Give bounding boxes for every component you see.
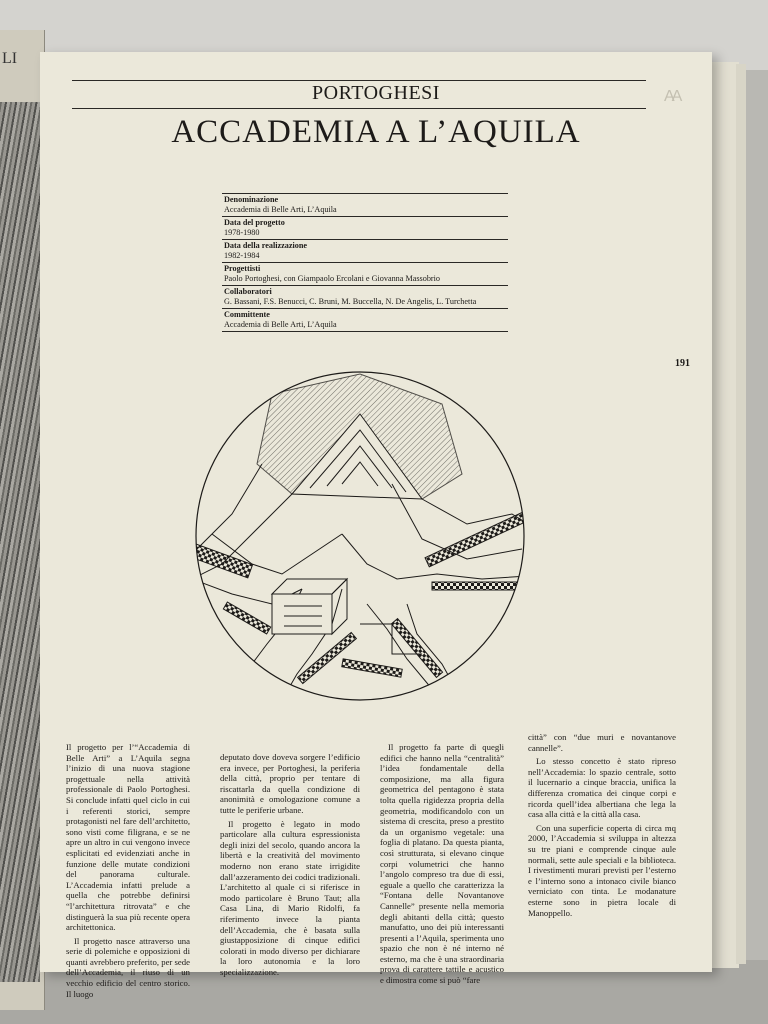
info-row	[222, 262, 508, 285]
info-label: Data del progetto	[224, 218, 285, 227]
info-row	[222, 239, 508, 262]
info-value: 1982-1984	[224, 251, 260, 260]
article-title: ACCADEMIA A L’AQUILA	[171, 114, 581, 150]
left-facing-page	[0, 30, 45, 1010]
text-column-3	[380, 742, 504, 989]
text-column-1	[66, 742, 190, 1002]
series-title: PORTOGHESI	[312, 82, 440, 104]
info-row	[222, 193, 508, 216]
text-column-4	[528, 732, 676, 921]
project-info-table	[222, 193, 508, 332]
header-rule-bottom	[72, 108, 646, 109]
info-value: Accademia di Belle Arti, L’Aquila	[224, 205, 337, 214]
paragraph: deputato dove doveva sorgere l’edificio era invece, per Portoghesi, la periferia della città, proprio per tentare di riscattarla da quella condizione di anonimità e omologazione comune a tutte le periferie urbane.	[220, 752, 360, 815]
magazine-page	[40, 52, 712, 999]
page-stack-edge	[708, 62, 739, 968]
paragraph: Il progetto nasce attraverso una serie di polemiche e opposizioni di quanti avrebbero preferito, per sede dell’Accademia, il riuso di un vecchio edificio del centro storico. Il luogo	[66, 935, 190, 999]
info-value: Paolo Portoghesi, con Giampaolo Ercolani e Giovanna Massobrio	[224, 274, 441, 283]
header-rule-top	[72, 80, 646, 81]
page-number: 191	[675, 358, 690, 369]
info-label: Committente	[224, 310, 270, 319]
info-row	[222, 216, 508, 239]
paragraph: Il progetto per l’“Accademia di Belle Arti” a L’Aquila segna l’inizio di una nuova stagione progettuale nella attività professionale di Paolo Portoghesi. Si conclude infatti quel ciclo in cui i referenti storici, sempre protagonisti nel fare dell’architetto, sono visti come filigrana, e se ne apre un altro in cui vengono invece esplicitati ed evidenziati anche in funzione delle mutate condizioni del panorama culturale. L’Accademia infatti prelude a quella che potrebbe definirsi “l’architettura ritrovata” e che distinguerà la sua più recente opera architettonica.	[66, 742, 190, 933]
info-label: Data della realizzazione	[224, 241, 308, 250]
info-row	[222, 308, 508, 332]
paragraph: città” con “due muri e novantanove cannelle”.	[528, 732, 676, 753]
left-page-photo	[0, 102, 40, 982]
info-value: G. Bassani, F.S. Benucci, C. Bruni, M. Buccella, N. De Angelis, L. Turchetta	[224, 297, 477, 306]
info-value: Accademia di Belle Arti, L’Aquila	[224, 320, 337, 329]
paragraph: Con una superficie coperta di circa mq 2000, l’Accademia si sviluppa in altezza su tre piani e comprende cinque aule normali, sette aule speciali e la biblioteca. I rivestimenti murari previsti per l’esterno e l’interno sono a intonaco civile bianco verniciato con tinta. Le modanature esterne sono in pietra locale di Manoppello.	[528, 822, 676, 918]
info-label: Progettisti	[224, 264, 261, 273]
info-value: 1978-1980	[224, 228, 260, 237]
paragraph: Il progetto fa parte di quegli edifici che hanno nella “centralità” l’idea fondamentale della composizione, ma alla figura geometrica del pentagono è stata tolta quella rigidezza propria della geometria, modificandolo con un sistema di crescita, preso a prestito da un organismo vegetale: una foglia di platano. Da questa pianta, così strutturata, si elevano cinque corpi volumetrici che hanno l’angolo compreso tra due di essi, eguale a quello che caratterizza la “Fontana delle Novantanove Cannelle” presente nella memoria degli abitanti della città; questo manufatto, uno dei più interessanti presenti a l’Aquila, sperimenta uno spazio che non è né interno né esterno, ma che è una straordinaria prova di carattere tattile e acustico e dimostra come si può “fare	[380, 742, 504, 986]
info-label: Collaboratori	[224, 287, 272, 296]
publication-logo: AA	[664, 88, 680, 105]
paragraph: Lo stesso concetto è stato ripreso nell’Accademia: lo spazio centrale, sotto il lucernario a cinque braccia, unifica la differenza cromatica dei cinque corpi e ricorda quell’idea albertiana che lega la casa alla città e la città alla casa.	[528, 756, 676, 820]
page-stack-edge-back	[736, 64, 746, 964]
paragraph: Il progetto è legato in modo particolare alla cultura espressionista degli inizi del secolo, quando ancora la libertà e la creatività del movimento moderno non erano state irrigidite dall’azzeramento dei codici tradizionali. L’architetto al quale ci si riferisce in modo particolare è Bruno Taut; alla Casa Lina, di Mario Ridolfi, fa riferimento invece la pianta dell’Accademia, che è basata sulla giustapposizione di cinque edifici colorati in modo diverso per dichiarare la loro autonomia e la loro specializzazione.	[220, 818, 360, 977]
info-row	[222, 285, 508, 308]
axonometric-drawing	[192, 364, 528, 710]
text-column-2	[220, 752, 360, 980]
info-label: Denominazione	[224, 195, 279, 204]
left-page-edge-text: LI	[2, 50, 18, 67]
